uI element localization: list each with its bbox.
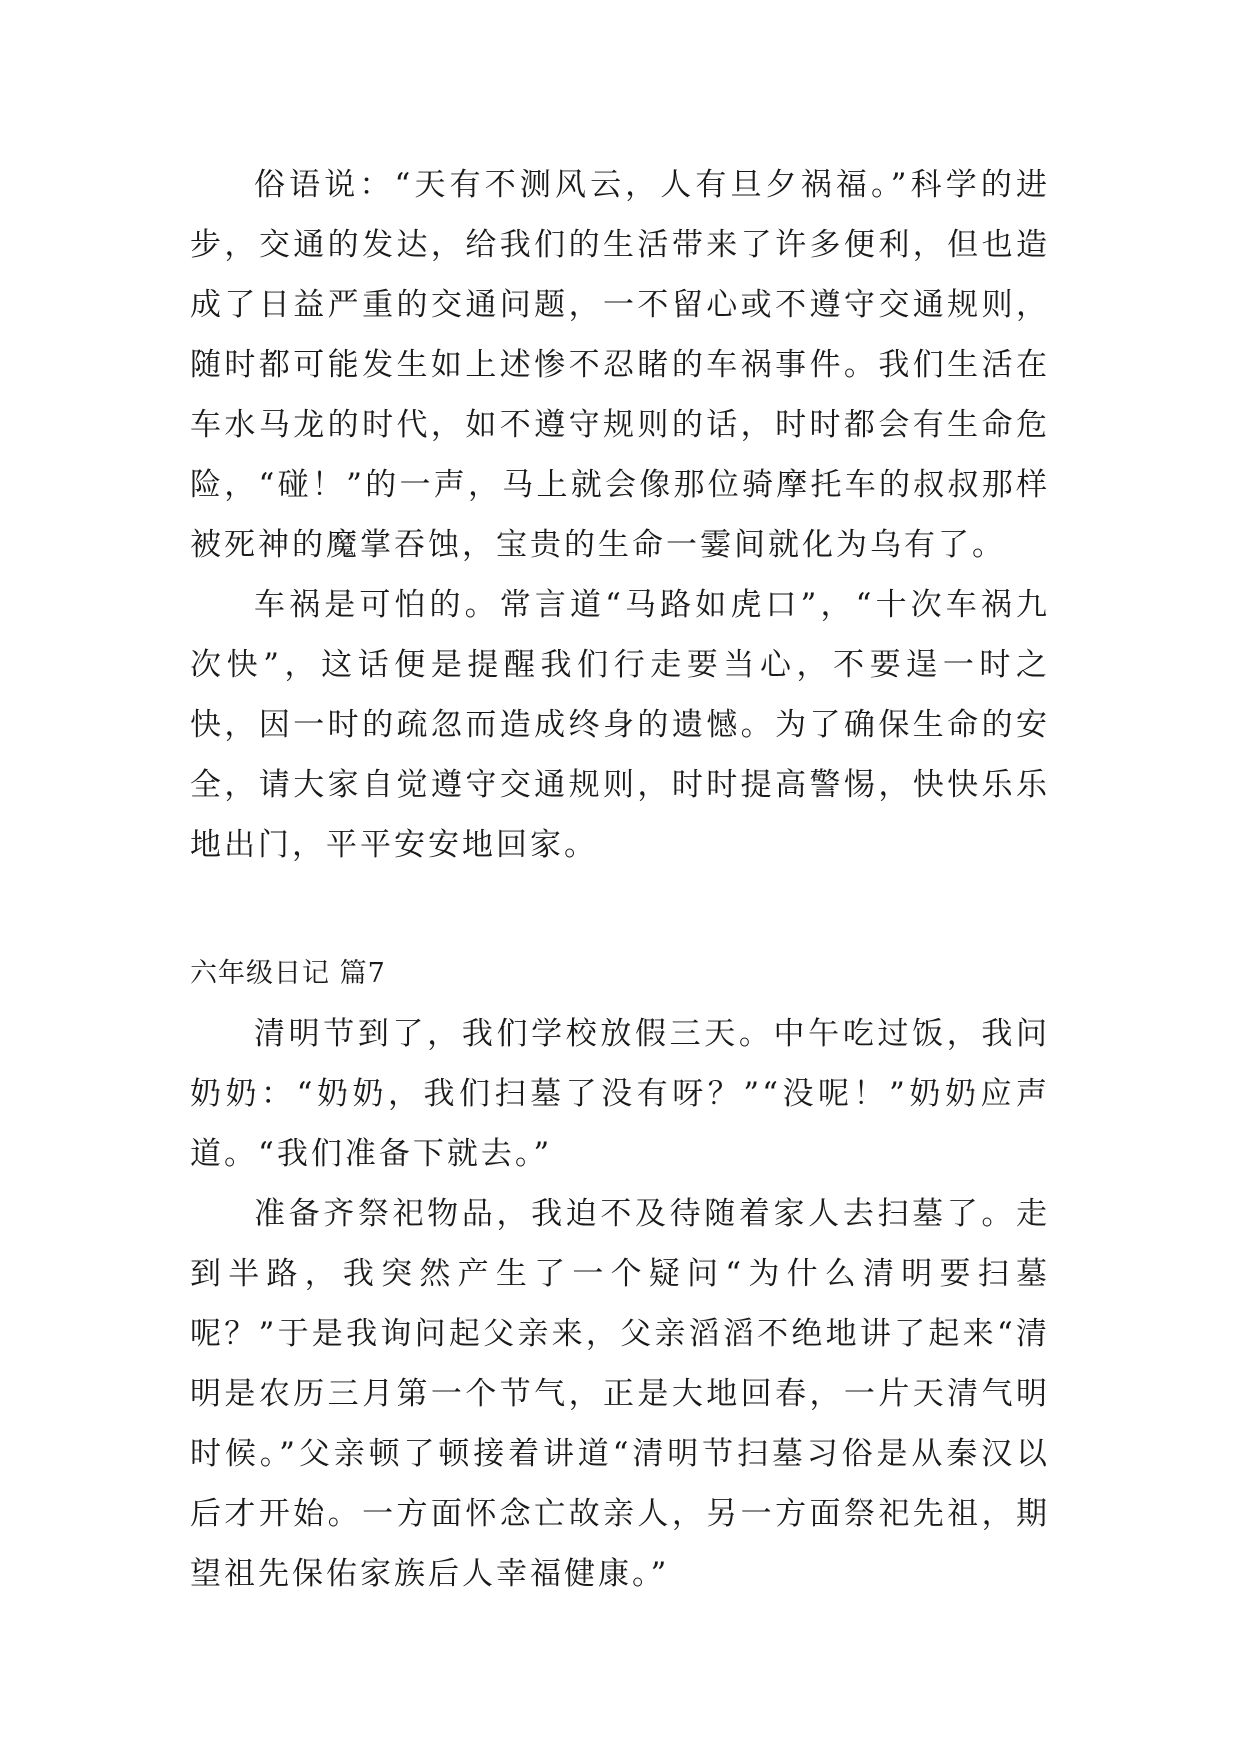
section-heading: 六年级日记 篇7 bbox=[190, 958, 386, 989]
paragraph: 车祸是可怕的。常言道“马路如虎口”，“十次车祸九次快”，这话便是提醒我们行走要当心，不要逞一时之快，因一时的疏忽而造成终身的遗憾。为了确保生命的安全，请大家自觉遵守交通规则，时时提高警惕，快快乐乐地出门，平平安安地回家。 bbox=[190, 587, 1050, 863]
paragraph: 准备齐祭祀物品，我迫不及待随着家人去扫墓了。走到半路，我突然产生了一个疑问“为什么清明要扫墓呢？”于是我询问起父亲来，父亲滔滔不绝地讲了起来“清明是农历三月第一个节气，正是大地回春，一片天清气明时候。”父亲顿了顿接着讲道“清明节扫墓习俗是从秦汉以后才开始。一方面怀念亡故亲人，另一方面祭祀先祖，期望祖先保佑家族后人幸福健康。” bbox=[190, 1196, 1050, 1592]
document-page bbox=[190, 155, 1050, 1604]
paragraph: 清明节到了，我们学校放假三天。中午吃过饭，我问奶奶：“奶奶，我们扫墓了没有呀？”“没呢！”奶奶应声道。“我们准备下就去。” bbox=[190, 1016, 1050, 1172]
paragraph: 俗语说：“天有不测风云，人有旦夕祸福。”科学的进步，交通的发达，给我们的生活带来了许多便利，但也造成了日益严重的交通问题，一不留心或不遵守交通规则，随时都可能发生如上述惨不忍睹的车祸事件。我们生活在车水马龙的时代，如不遵守规则的话，时时都会有生命危险，“碰！”的一声，马上就会像那位骑摩托车的叔叔那样被死神的魔掌吞蚀，宝贵的生命一霎间就化为乌有了。 bbox=[190, 167, 1050, 563]
